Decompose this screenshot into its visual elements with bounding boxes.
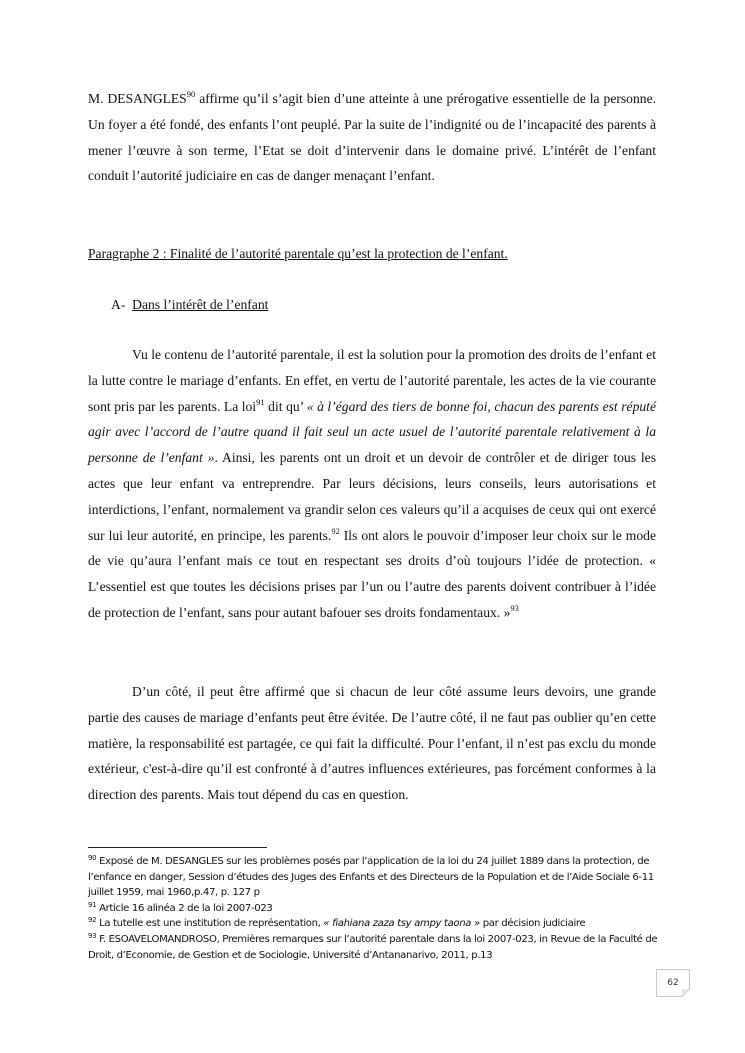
footnote-93: $^{93}$ F. ESOAVELOMANDROSO, Premières remarques sur l’autorité parentale dans la loi 2007-023, in Revue de la Faculté de Droit, d’Economie, de Gestion et de Sociologie, Université d’Antananarivo, 2011, p.13 [88,931,658,961]
footnote-91: $^{91}$ Article 16 alinéa 2 de la loi 2007-023 [88,900,273,914]
law-quote: « à l’égard des tiers de bonne foi, chacun des parents est réputé agir avec l’accord de l’autre quand il fait seul un acte usuel de l’autorité parentale relativement à la personne de l’enfant » [88,398,656,466]
page-curl-icon [682,989,690,997]
paragraph-responsabilite: D’un côté, il peut être affirmé que si chacun de leur côté assume leurs devoirs, une grande partie des causes de mariage d’enfants peut être évitée. De l’autre côté, il ne faut pas oublier qu’en cette matière, la responsabilité est partagée, ce qui fait la difficulté. Pour l’enfant, il n’est pas exclu du monde extérieur, c'est-à-dire qu’il est confronté à d’autres influences extérieures, pas forcément conformes à la direction des parents. Mais tout dépend du cas en question. [88,684,656,803]
footnote-90: $^{90}$ Exposé de M. DESANGLES sur les problèmes posés par l’application de la loi du 24 juillet 1889 dans la protection, de l’enfance en danger, Session d’études des Juges des Enfants et des Directeurs de la Population et de l’Aide Sociale 6-11 juillet 1959, mai 1960,p.47, p. 127 p [88,854,654,899]
footnote-separator [88,847,267,848]
footnote-92: $^{92}$ La tutelle est une institution de représentation, « fiahiana zaza tsy ampy taona » par décision judiciaire [88,916,586,930]
page-number-box [656,969,690,997]
subheading-title: Dans l’intérêt de l’enfant [132,297,269,312]
paragraph-desangles: M. DESANGLES$^{90}$ affirme qu’il s’agit bien d’une atteinte à une prérogative essentielle de la personne. Un foyer a été fondé, des enfants l’ont peuplé. Par la suite de l’indignité ou de l’incapacité des parents à mener l’œuvre à son terme, l’Etat se doit d’intervenir dans le domaine privé. L’intérêt de l’enfant conduit l’autorité judiciaire en cas de danger menaçant l’enfant. [88,89,657,184]
paragraph-heading: Paragraphe 2 : Finalité de l’autorité parentale qu’est la protection de l’enfant. [88,246,508,261]
footnote-ref-93[interactable]: 93 [510,602,519,613]
page-number: 62 [667,978,679,988]
paragraph-autorite-parentale: Vu le contenu de l’autorité parentale, il est la solution pour la promotion des droits de l’enfant et la lutte contre le mariage d’enfants. En effet, en vertu de l’autorité parentale, les actes de la vie courante sont pris par les parents. La loi$^{91}$ dit qu’ « à l’égard des tiers de bonne foi, chacun des parents est réputé agir avec l’accord de l’autre quand il fait seul un acte usuel de l’autorité parentale relativement à la personne de l’enfant ». Ainsi, les parents ont un droit et un devoir de contrôler et de diriger tous les actes que leur enfant va entreprendre. Par leurs décisions, leurs conseils, leurs autorisations et interdictions, l’enfant, normalement va grandir selon ces valeurs qu’il a acquises de ceux qui ont exercé sur lui leur autorité, en principe, les parents.$^{92}$ Ils ont alors le pouvoir d’imposer leur choix sur le mode de vie qu’aura l’enfant mais ce tout en respectant ses droits d’où toujours l’idée de protection. « L’essentiel est que toutes les décisions prises par l’un ou l’autre des parents doivent contribuer à l’idée de protection de l’enfant, sans pour autant bafouer ses droits fondamentaux. »$^{93}$ [88,347,657,620]
footnote-ref-91[interactable]: 91 [256,396,265,407]
footnote-ref-90[interactable]: 90 [186,89,196,99]
footnote-ref-92[interactable]: 92 [331,525,340,536]
subheading-marker: A- [111,297,126,312]
footnotes [88,854,660,963]
section-subheading [111,292,679,318]
